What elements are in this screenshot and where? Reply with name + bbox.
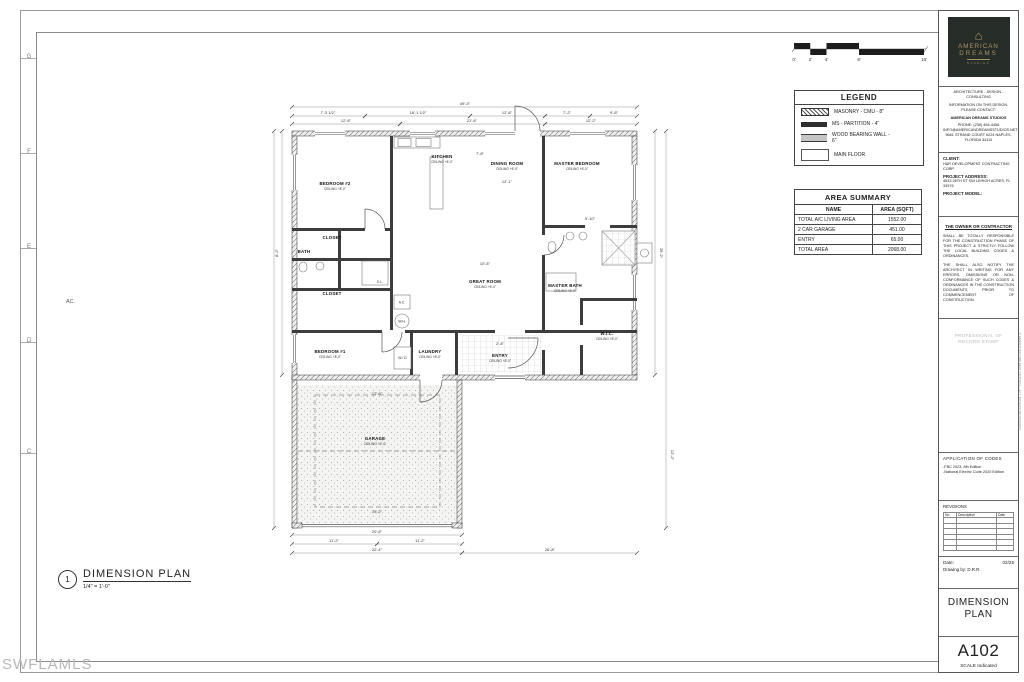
dim-label: 26'-8" [544, 547, 556, 552]
scale-note: SCALE Indicated [960, 664, 997, 669]
floor-fills [297, 335, 542, 523]
dim-label: 21'-8" [466, 118, 478, 123]
area-summary-table [794, 189, 922, 255]
svg-text:8': 8' [857, 57, 861, 62]
partition-swatch [801, 122, 827, 127]
room-label: ENTRY [492, 353, 508, 358]
svg-text:W / D: W / D [398, 356, 407, 360]
drawing-callout [58, 568, 191, 590]
legend-panel [794, 90, 924, 166]
main-floor-swatch [801, 149, 829, 161]
col-header-area: AREA (SQFT) [873, 205, 922, 215]
room-label: MASTER BATH [548, 283, 582, 288]
svg-text:0': 0' [792, 57, 796, 62]
studio-name: AMERICAN DREAMS STUDIOS [950, 116, 1007, 120]
room-label: BATH [297, 249, 311, 254]
dim-label: 12'-2" [585, 118, 597, 123]
table-row: ENTRY 65.00 [795, 235, 922, 245]
record-stamp-box: PROFESSIONAL OF RECORD STAMP [939, 319, 1018, 453]
room-ceiling-note: CEILING +8'-0" [489, 359, 511, 363]
edge-copyright-note: © AMERICAN DREAMS STUDIOS - ALL RIGHTS RESERVED [1018, 332, 1022, 430]
client-name: H&R DEVELOPMENT CONTRACTING CORP. [943, 161, 1010, 171]
room-ceiling-note: CEILING +8'-0" [474, 285, 496, 289]
room-ceiling-note: CEILING +8'-0" [324, 187, 346, 191]
svg-text:A.C.: A.C. [398, 300, 406, 305]
dim-label: 7'-3 1/2" [320, 110, 336, 115]
room-label: GARAGE [364, 436, 386, 441]
project-address: 4633 26TH ST SW LEHIGH ACRES, FL 33976 [943, 179, 1011, 188]
room-ceiling-note: CEILING +8'-0" [596, 337, 618, 341]
sheet-number-section [939, 637, 1018, 672]
callout-title: DIMENSION PLAN [83, 568, 192, 580]
contact-section: ARCHITECTURE - DESIGN - CONSULTING INFORMATION ON THIS DESIGN, PLEASE CONTACT: AMERICAN DREAMS STUDIOS PHONE: (239) 464-4456 INFO@AMERICANDREAMSSTUDIOS.NET 5661 STRAND COURT #224 NAPLES, FLORIDA 34110 [939, 87, 1018, 153]
room-label: GREAT ROOM [469, 279, 501, 284]
fixtures [299, 137, 652, 369]
room-ceiling-note: CEILING +8'-0" [496, 167, 518, 171]
table-row: TOTAL A/C LIVING AREA 1552.00 [795, 215, 922, 225]
studio-email: INFO@AMERICANDREAMSSTUDIOS.NET [943, 128, 1018, 132]
house-icon: ⌂ [974, 27, 983, 43]
room-label: CLOSET [322, 235, 342, 240]
legend-item-wood-wall: WOOD BEARING WALL - 6" [795, 129, 923, 146]
logo-section [939, 11, 1018, 87]
grid-letter: D [26, 338, 32, 344]
floor-plan-drawing [270, 95, 700, 570]
sheet-title: DIMENSION PLAN [939, 589, 1018, 637]
svg-text:W.H.: W.H. [398, 319, 406, 324]
grid-letter: G [26, 54, 32, 60]
room-ceiling-note: CEILING +8'-0" [319, 355, 341, 359]
callout-scale: 1/4" = 1'-0" [83, 583, 110, 590]
dim-label: 22'-4" [371, 547, 383, 552]
room-ceiling-note: CEILING +8'-0" [419, 355, 441, 359]
legend-title: LEGEND [795, 91, 923, 105]
room-label: CLOSET [322, 291, 342, 296]
revisions-section: REVISIONS No. Description Date [939, 501, 1018, 557]
garage-door [302, 525, 452, 527]
date-value: 02/25 [1002, 560, 1014, 565]
studio-phone: PHONE: (239) 464-4456 [957, 123, 1000, 127]
room-label: BEDROOM #1 [314, 349, 346, 354]
table-row: TOTAL AREA 2068.00 [795, 245, 922, 255]
dim-label: 11'-2" [329, 538, 339, 543]
title-block [938, 10, 1019, 673]
room-label: KITCHEN [431, 154, 453, 159]
callout-number-bubble: 1 [58, 570, 77, 589]
wood-wall-swatch [801, 134, 827, 142]
legend-item-masonry: MASONRY - CMU - 8" [795, 105, 923, 118]
room-label: W.I.C. [600, 331, 614, 336]
dim-label: 8'-2" [274, 249, 279, 257]
grid-letter: E [26, 244, 31, 250]
dim-label: 49'-3" [459, 101, 471, 106]
room-label: MASTER BEDROOM [554, 161, 600, 166]
dim-label: 12'-8" [501, 110, 513, 115]
swflamls-watermark: SWFLAMLS [2, 656, 93, 673]
dim-label: 20'-8" [371, 529, 383, 534]
legend-item-main-floor: MAIN FLOOR [795, 146, 923, 165]
dim-label: 17'-8" [371, 391, 383, 396]
svg-text:4': 4' [824, 57, 829, 62]
revisions-table: No. Description Date [943, 512, 1014, 552]
svg-text:C.L.: C.L. [376, 280, 384, 284]
dim-label: 2'-8" [496, 341, 504, 346]
studio-address: 5661 STRAND COURT #224 NAPLES, FLORIDA 34110 [945, 133, 1012, 142]
col-header-name: NAME [795, 205, 873, 215]
room-label: DINING ROOM [490, 161, 524, 166]
area-summary-title: AREA SUMMARY [795, 190, 922, 205]
owner-contractor-section: THE OWNER OR CONTRACTOR SHALL BE TOTALLY RESPONSIBLE FOR THE CONSTRUCTION PHASE OF THIS PROJECT & STRICTLY FOLLOW THE LOCAL BUILDING CODES & ORDINANCES. THE SHALL ALSO NOTIFY THE ARCHITECT IN WRITING FOR ANY ERRORS, OMISSIONS OR NON-CONFORMANCE OF SUCH CODES & ORDINANCES IN THE CONSTRUCTION DOCUMENTS PRIOR TO COMMENCEMENT OF CONSTRUCTION. [939, 217, 1018, 319]
dim-label: 12'-1" [501, 179, 513, 184]
client-section: CLIENT: H&R DEVELOPMENT CONTRACTING CORP. PROJECT ADDRESS: 4633 26TH ST SW LEHIGH ACRES, FL 33976 PROJECT MODEL: [939, 153, 1018, 217]
dim-label: 10'-8" [479, 261, 491, 266]
dim-label: 12'-2" [670, 449, 675, 461]
dim-label: 7'-2" [563, 110, 571, 115]
tagline: ARCHITECTURE - DESIGN - CONSULTING [953, 90, 1004, 99]
dim-label: 11'-2" [415, 538, 425, 543]
svg-text:2': 2' [808, 57, 812, 62]
room-ceiling-note: CEILING +8'-0" [566, 167, 588, 171]
dim-label: 9'-8" [610, 110, 618, 115]
ac-side-note: AC. [66, 299, 76, 305]
dim-label: 5'-10" [584, 216, 596, 221]
graphic-scale-bar [792, 38, 932, 62]
codes-section: APPLICATION OF CODES -FBC 2023, 8th Edition -National Electric Code 2020 Edition [939, 453, 1018, 501]
room-ceiling-note: CEILING +9'-4" [364, 442, 386, 446]
dim-label: 19'-2" [371, 509, 383, 514]
svg-text:16': 16' [921, 57, 927, 62]
legend-item-partition: MS - PARTITION - 4" [795, 118, 923, 129]
dim-label: 18'-1 1/2" [409, 110, 427, 115]
sheet-number: A102 [957, 641, 1000, 660]
american-dreams-logo: ⌂ AMERICAN DREAMS STUDIOS [948, 17, 1010, 77]
room-label: BEDROOM #2 [319, 181, 351, 186]
table-row: 2 CAR GARAGE 451.00 [795, 225, 922, 235]
masonry-swatch [801, 108, 829, 116]
room-ceiling-note: CEILING +8'-0" [554, 289, 576, 293]
room-label: LAUNDRY [418, 349, 442, 354]
dim-label: 35'-2" [659, 247, 664, 259]
date-section: Date: 02/25 Drawing by: D.R.R. [939, 557, 1018, 589]
grid-letter: F [27, 149, 31, 155]
room-ceiling-note: CEILING +8'-0" [431, 160, 453, 164]
dim-label: 12'-8" [340, 118, 352, 123]
dim-label: 7'-8" [476, 151, 484, 156]
grid-letter: C [26, 449, 32, 455]
drawing-by: Drawing by: D.R.R. [943, 567, 981, 572]
